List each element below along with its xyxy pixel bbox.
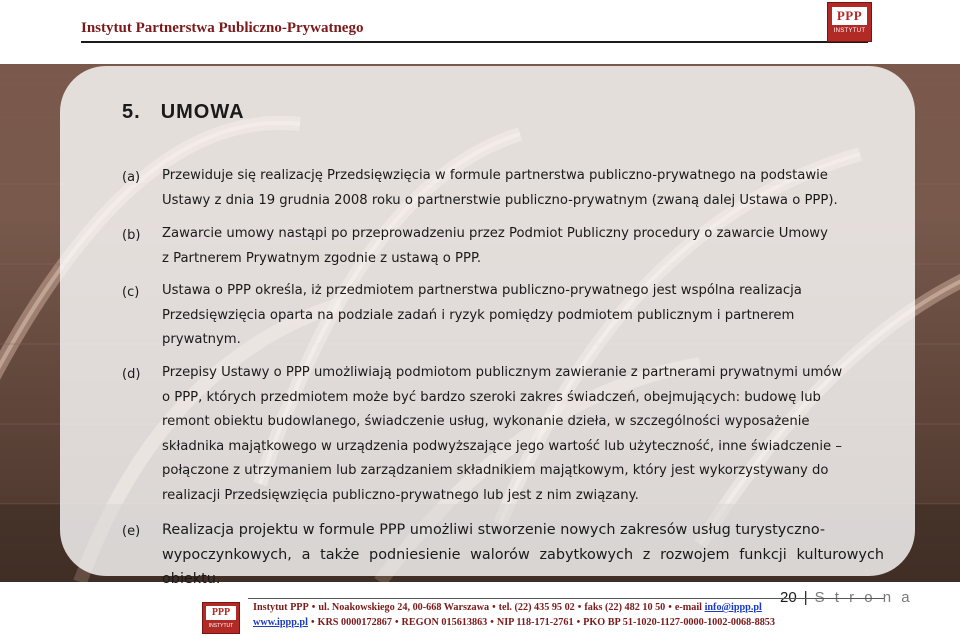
logo-ppp-text: PPP bbox=[832, 7, 867, 25]
footer-divider bbox=[248, 598, 884, 599]
footer-fax: faks (22) 482 10 50 bbox=[584, 602, 666, 613]
footer-bullet: • bbox=[311, 602, 316, 613]
footer-ppp-logo bbox=[202, 602, 240, 634]
item-label-e: (e) bbox=[122, 524, 141, 539]
section-number: 5. bbox=[122, 101, 141, 123]
footer-bank: PKO BP 51-1020-1127-0000-1002-0068-8853 bbox=[583, 617, 775, 628]
page-header bbox=[0, 0, 960, 60]
item-d-line: połączone z utrzymaniem lub zarządzaniem składnikiem majątkowym, który jest wykorzystywany do bbox=[162, 463, 829, 479]
section-title: UMOWA bbox=[160, 101, 245, 123]
footer-bullet: • bbox=[490, 617, 494, 628]
item-e-line: wypoczynkowych, a także podniesienie walorów zabytkowych z rozwojem funkcji kulturowych obiektu. bbox=[162, 546, 884, 588]
footer-email-link[interactable]: info@ippp.pl bbox=[704, 602, 762, 613]
item-a-line: Przewiduje się realizację Przedsięwzięcia w formule partnerstwa publiczno-prywatnego na podstawie bbox=[162, 168, 828, 183]
item-text-c bbox=[162, 279, 884, 353]
item-c-line: Przedsięwzięcia oparta na podziale zadań i ryzyk pomiędzy podmiotem publicznym i partnerem bbox=[162, 307, 795, 323]
footer-bullet: • bbox=[492, 602, 496, 613]
footer-bullet: • bbox=[310, 617, 315, 628]
item-c-line: Ustawa o PPP określa, iż przedmiotem partnerstwa publiczno-prywatnego jest wspólna realizacja bbox=[162, 283, 802, 298]
item-a-line: Ustawy z dnia 19 grudnia 2008 roku o partnerstwie publiczno-prywatnym (zwaną dalej Ustawa o PPP). bbox=[162, 192, 838, 208]
footer-logo-ppp-text: PPP bbox=[206, 606, 236, 620]
footer-tel: tel. (22) 435 95 02 bbox=[498, 602, 575, 613]
page-number-value: 20 bbox=[780, 589, 797, 606]
footer-bullet: • bbox=[577, 602, 582, 613]
footer-registry-line bbox=[253, 617, 775, 628]
footer-org: Instytut PPP bbox=[253, 602, 309, 613]
page-word: S t r o n a bbox=[814, 589, 913, 606]
footer-contact-line bbox=[253, 602, 762, 613]
item-b-line: z Partnerem Prywatnym zgodnie z ustawą o PPP. bbox=[162, 250, 482, 266]
logo-institute-text: INSTYTUT bbox=[833, 28, 866, 34]
header-divider bbox=[81, 41, 868, 43]
item-b-line: Zawarcie umowy nastąpi po przeprowadzeniu przez Podmiot Publiczny procedury o zawarcie Umowy bbox=[162, 226, 828, 241]
section-heading bbox=[122, 101, 245, 124]
footer-krs: KRS 0000172867 bbox=[317, 617, 392, 628]
item-label-c: (c) bbox=[122, 285, 140, 300]
item-label-d: (d) bbox=[122, 367, 141, 382]
footer-bullet: • bbox=[668, 602, 672, 613]
header-title: Instytut Partnerstwa Publiczno-Prywatnego bbox=[81, 20, 364, 36]
item-label-a: (a) bbox=[122, 170, 141, 185]
ppp-institute-logo bbox=[827, 2, 872, 42]
footer-regon: REGON 015613863 bbox=[401, 617, 488, 628]
item-text-b bbox=[162, 222, 884, 271]
footer-bullet: • bbox=[576, 617, 581, 628]
item-d-line: składnika majątkowego w urządzenia podwyższające jego wartość lub użyteczność, inne świadczenie – bbox=[162, 438, 842, 454]
footer-bullet: • bbox=[394, 617, 399, 628]
item-text-a bbox=[162, 164, 884, 213]
item-d-line: o PPP, których przedmiotem może być bardzo szeroki zakres świadczeń, obejmujących: budowę lub bbox=[162, 389, 821, 405]
item-e-line: Realizacja projektu w formule PPP umożliwi stworzenie nowych zakresów usług turystyczno- bbox=[162, 522, 826, 538]
item-text-e bbox=[162, 518, 884, 592]
page-number-separator: | bbox=[803, 589, 808, 606]
footer-nip: NIP 118-171-2761 bbox=[496, 617, 574, 628]
item-d-line: remont obiektu budowlanego, świadczenie usług, wykonanie dzieła, w szczególności wyposażenie bbox=[162, 414, 810, 430]
item-label-b: (b) bbox=[122, 228, 141, 243]
item-d-line: Przepisy Ustawy o PPP umożliwiają podmiotom publicznym zawieranie z partnerami prywatnymi umów bbox=[162, 365, 843, 380]
footer-logo-institute-text: INSTYTUT bbox=[208, 623, 234, 629]
item-c-line: prywatnym. bbox=[162, 332, 241, 348]
item-d-line: realizacji Przedsięwzięcia publiczno-prywatnego lub jest z nim związany. bbox=[162, 487, 639, 503]
footer-website-link[interactable]: www.ippp.pl bbox=[253, 617, 308, 628]
footer-address: ul. Noakowskiego 24, 00-668 Warszawa bbox=[318, 602, 490, 613]
footer-email-label: e-mail bbox=[674, 602, 703, 613]
item-text-d bbox=[162, 361, 884, 509]
